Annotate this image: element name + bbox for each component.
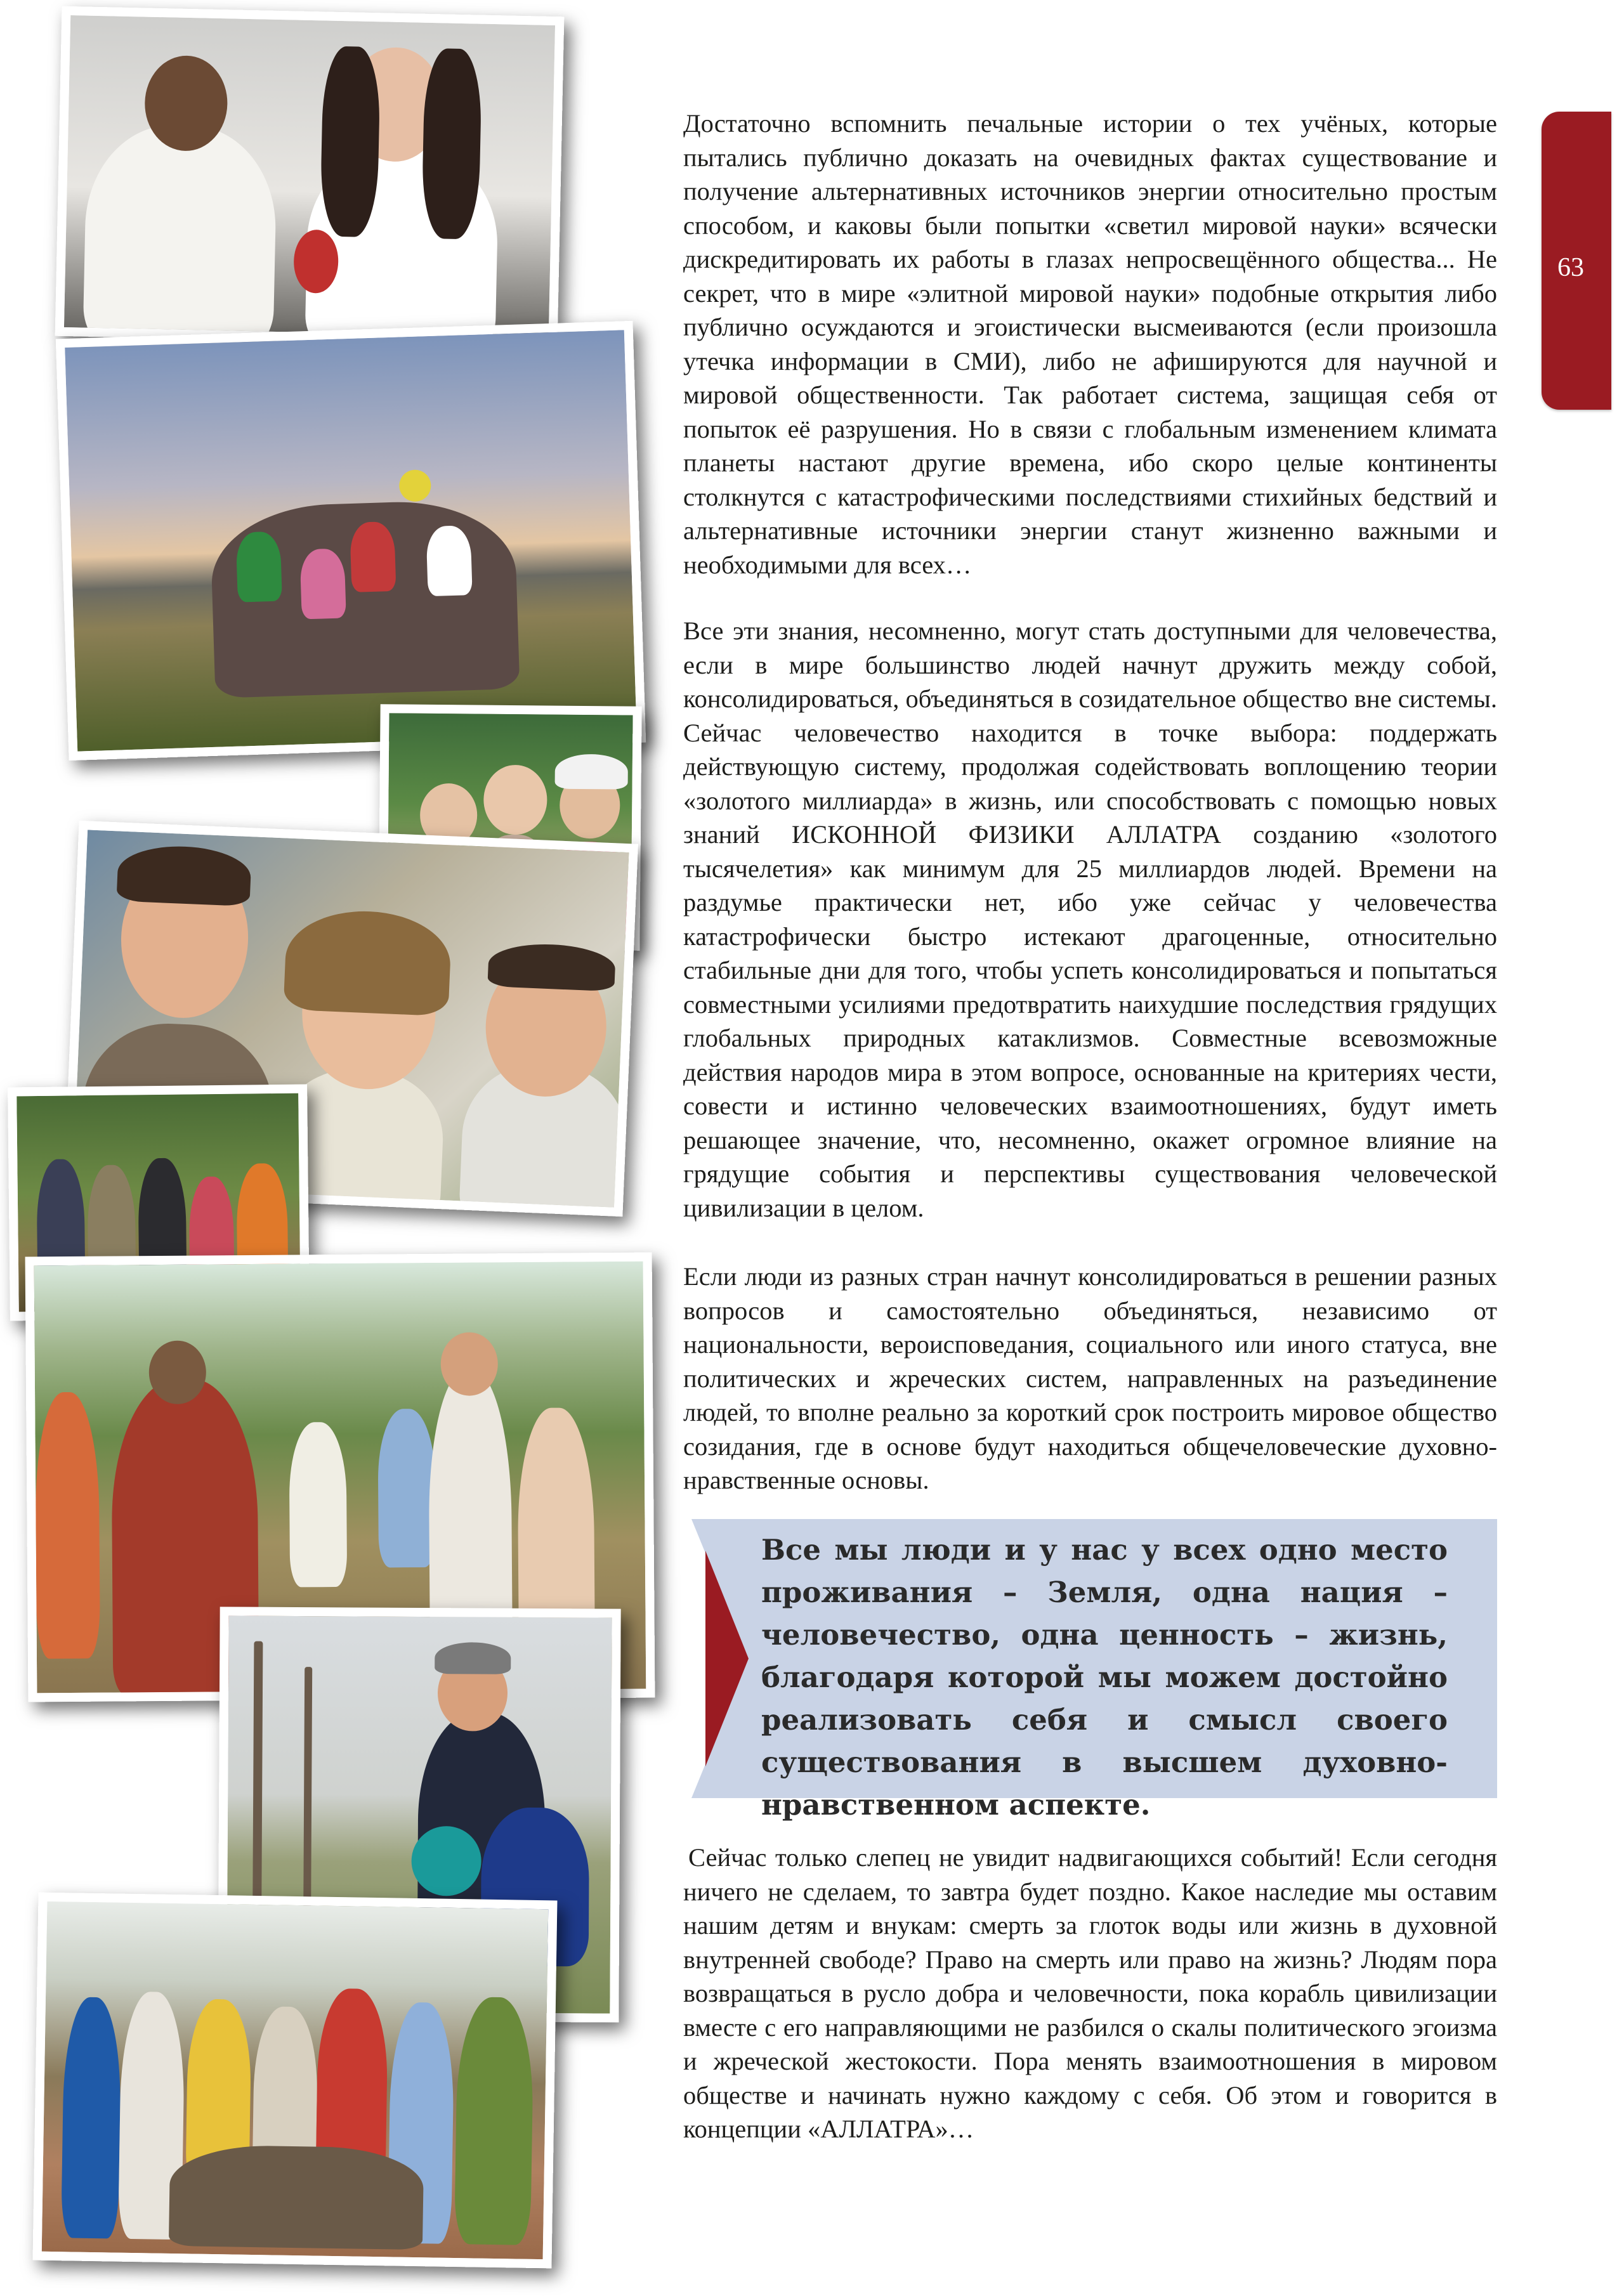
paragraph-4: Сейчас только слепец не увидит надвигающихся событий! Если сегодня ничего не сделаем, то завтра будет поздно. Какое наследие мы оставим нашим детям и внукам: смерть за глоток воды или жизнь в духовной внутренней свободе? Право на смерть или право на жизнь? Людям пора возвращаться в русло добра и человечности, пока корабль цивилизации вместе с его направляющими не разбился о скалы политического эгоизма и жреческой жестокости. Пора менять взаимоотношения в мировом обществе и начинать нужно каждому с себя. Об этом и говорится в концепции «АЛЛАТРА»… (683, 1843, 1497, 2143)
page-number: 63 (1557, 253, 1584, 282)
paragraph-1: Достаточно вспомнить печальные истории о тех учёных, которые пытались публично доказать на очевидных фактах существование и получение альтернативных источников энергии относительно простым способом, и каковы были попытки «светил мировой науки» всячески дискредитировать их работы в глазах непросвещённого общества... Не секрет, что в мире «элитной мировой науки» подобные открытия либо публично осуждаются и эгоистически высмеиваются (если произошла утечка информации в СМИ), либо не афишируются для научной и мировой общественности. Так работает система, защищая себя от попыток её разрушения. Но в связи с глобальным изменением климата планеты настают другие времена, ибо скоро целые континенты столкнутся с катастрофическими последствиями стихийных бедствий и альтернативные источники энергии станут жизненно важными и необходимыми для всех… (683, 109, 1497, 579)
photo-villagers-group (32, 1893, 557, 2269)
section-label: ALLATRA SCIENCE (9, 13, 34, 245)
photo-group-mountain (56, 321, 646, 760)
photo-man-woman-doll (55, 6, 565, 346)
pull-quote-text: Все мы люди и у нас у всех одно место проживания – Земля, одна нация – человечество, одна ценность – жизнь, благодаря которой мы можем достойно реализовать себя и смысл своего существования в высшем духовно-нравственном аспекте. (761, 1533, 1448, 1822)
paragraph-2: Все эти знания, несомненно, могут стать доступными для человечества, если в мире большинство людей начнут дружить между собой, консолидироваться, объединяться в созидательное общество вне системы. Сейчас человечество находится в точке выбора: поддержать действующую систему, продолжая содействовать воплощению теории «золотого миллиарда» в жизнь, или способствовать с помощью новых знаний ИСКОННОЙ ФИЗИКИ АЛЛАТРА созданию «золотого тысячелетия» как минимум для 25 миллиардов людей. Времени на раздумье практически нет, ибо уже сейчас у человечества катастрофически быстро истекают драгоценные, относительно стабильные дни для того, чтобы успеть консолидироваться и попытаться совместными усилиями предотвратить наихудшие последствия грядущих глобальных природных катаклизмов. Совместные всевозможные действия народов мира в этом вопросе, основанные на критериях чести, совести и истинно человеческих взаимоотношениях, будут иметь решающее значение, что, несомненно, окажет огромное влияние на грядущие события и перспективы существования человеческой цивилизации в целом. (683, 616, 1497, 1222)
pull-quote-chevron-icon (705, 1551, 749, 1766)
paragraph-3: Если люди из разных стран начнут консолидироваться в решении разных вопросов и самостоятельно объединяться, независимо от национальности, вероисповедания, социального или иного статуса, вне политических и жреческих систем, направленных на разъединение людей, то вполне реально за короткий срок построить мировое общество созидания, где в основе будут находиться общечеловеческие духовно-нравственные основы. (683, 1262, 1497, 1494)
